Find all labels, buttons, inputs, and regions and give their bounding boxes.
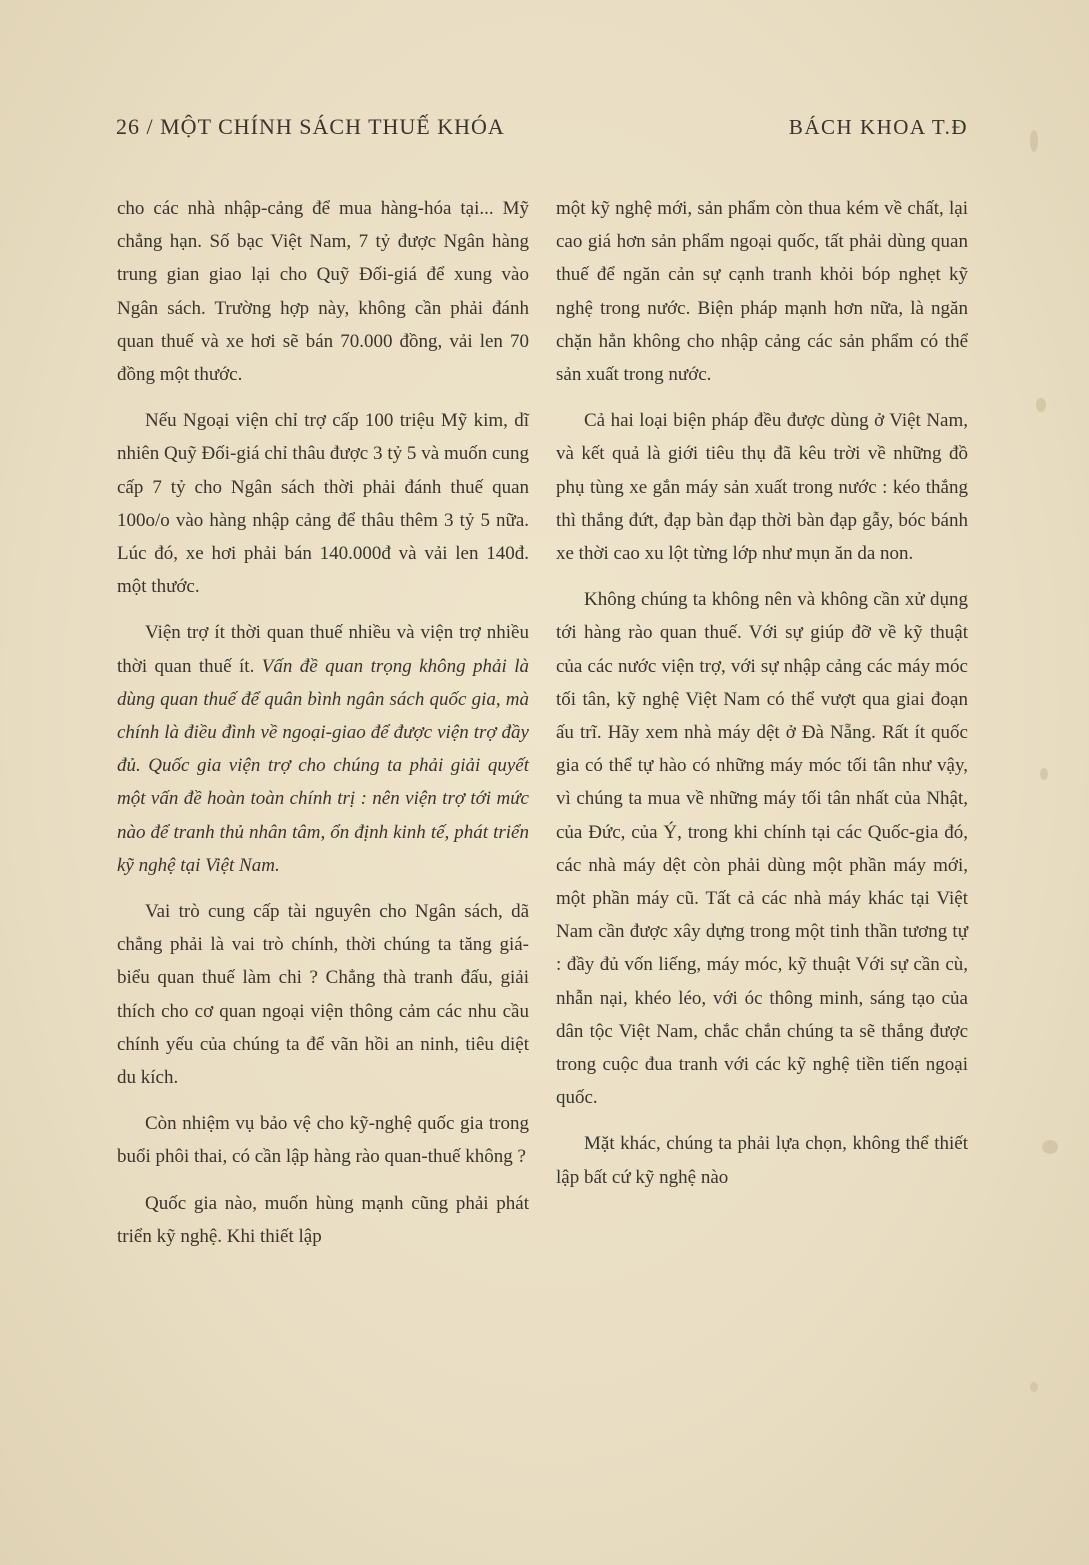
paragraph: cho các nhà nhập-cảng để mua hàng-hóa tại... Mỹ chẳng hạn. Số bạc Việt Nam, 7 tỷ được Ngân hàng trung gian giao lại cho Quỹ Đối-giá để xung vào Ngân sách. Trường hợp này, không cần phải đánh quan thuế và xe hơi sẽ bán 70.000 đồng, vải len 70 đồng một thước. — [117, 198, 529, 386]
paragraph: Không chúng ta không nên và không cần xử dụng tới hàng rào quan thuế. Với sự giúp đỡ về kỹ thuật của các nước viện trợ, với sự nhập cảng các máy móc tối tân, kỹ nghệ Việt Nam có thể vượt qua giai đoạn ấu trĩ. Hãy xem nhà máy dệt ở Đà Nẵng. Rất ít quốc gia có thể tự hào có những máy móc tối tân như vậy, vì chúng ta mua về những máy tối tân nhất của Nhật, của Đức, của Ý, trong khi chính tại các Quốc-gia đó, các nhà máy dệt còn phải dùng một phần máy mới, một phần máy cũ. Tất cả các nhà máy khác tại Việt Nam cần được xây dựng trong một tinh thần tương tự : đầy đủ vốn liếng, máy móc, kỹ thuật Với sự cần cù, nhẫn nại, khéo léo, với óc thông minh, sáng tạo của dân tộc Việt Nam, chắc chắn chúng ta sẽ thắng được trong cuộc đua tranh với các kỹ nghệ tiền tiến ngoại quốc. — [556, 589, 968, 1109]
paragraph: Nếu Ngoại viện chỉ trợ cấp 100 triệu Mỹ kim, dĩ nhiên Quỹ Đối-giá chỉ thâu được 3 tỷ 5 và muốn cung cấp 7 tỷ cho Ngân sách thời phải đánh thuế quan 100o/o vào hàng nhập cảng để thâu thêm 3 tỷ 5 nữa. Lúc đó, xe hơi phải bán 140.000đ và vải len 140đ. một thước. — [117, 410, 529, 598]
paper-stain — [1042, 1140, 1058, 1154]
publication-name: BÁCH KHOA T.Đ — [788, 115, 968, 139]
running-header — [116, 114, 968, 148]
paragraph: Cả hai loại biện pháp đều được dùng ở Việt Nam, và kết quả là giới tiêu thụ đã kêu trời về những đồ phụ tùng xe gắn máy sản xuất trong nước : kéo thắng thì thắng đứt, đạp bàn đạp thời bàn đạp gẫy, bóc bánh xe thời cao xu lột từng lớp như mụn ăn da non. — [556, 410, 968, 565]
text-column-right — [556, 192, 968, 1194]
paragraph: Vai trò cung cấp tài nguyên cho Ngân sách, dã chẳng phải là vai trò chính, thời chúng ta tăng giá-biểu quan thuế làm chi ? Chẳng thà tranh đấu, giải thích cho cơ quan ngoại viện thông cảm các nhu cầu chính yếu của chúng ta để vãn hồi an ninh, tiêu diệt du kích. — [117, 901, 529, 1089]
page-number: 26 — [116, 114, 140, 139]
paragraph: Quốc gia nào, muốn hùng mạnh cũng phải phát triển kỹ nghệ. Khi thiết lập — [117, 1192, 529, 1247]
paper-stain — [1030, 1382, 1038, 1392]
header-separator: / — [146, 114, 154, 139]
paragraph: Còn nhiệm vụ bảo vệ cho kỹ-nghệ quốc gia trong buổi phôi thai, có cần lập hàng rào quan-thuế không ? — [117, 1113, 529, 1168]
paragraph-text: Viện trợ ít thời quan thuế nhiều và viện trợ nhiều thời quan thuế ít. — [117, 622, 529, 677]
header-left — [116, 114, 505, 140]
article-title: MỘT CHÍNH SÁCH THUẾ KHÓA — [160, 114, 505, 139]
paper-stain — [1030, 130, 1038, 152]
paragraph: một kỹ nghệ mới, sản phẩm còn thua kém về chất, lại cao giá hơn sản phẩm ngoại quốc, tất phải dùng quan thuế để ngăn cản sự cạnh tranh khỏi bóp nghẹt kỹ nghệ trong nước. Biện pháp mạnh hơn nữa, là ngăn chặn hẳn không cho nhập cảng các sản phẩm có thể sản xuất trong nước. — [556, 198, 968, 386]
paper-stain — [1036, 398, 1046, 412]
paragraph: Mặt khác, chúng ta phải lựa chọn, không thể thiết lập bất cứ kỹ nghệ nào — [556, 1133, 968, 1188]
paragraph — [117, 616, 529, 882]
paper-stain — [1040, 768, 1048, 780]
text-column-left — [117, 192, 529, 1253]
emphasis-text: Vấn đề quan trọng không phải là dùng quan thuế để quân bình ngân sách quốc gia, mà chính là điều đình về ngoại-giao để được viện trợ đầy đủ. Quốc gia viện trợ cho chúng ta phải giải quyết một vấn đề hoàn toàn chính trị : nên viện trợ tới mức nào để tranh thủ nhân tâm, ổn định kinh tế, phát triển kỹ nghệ tại Việt Nam. — [117, 655, 530, 876]
